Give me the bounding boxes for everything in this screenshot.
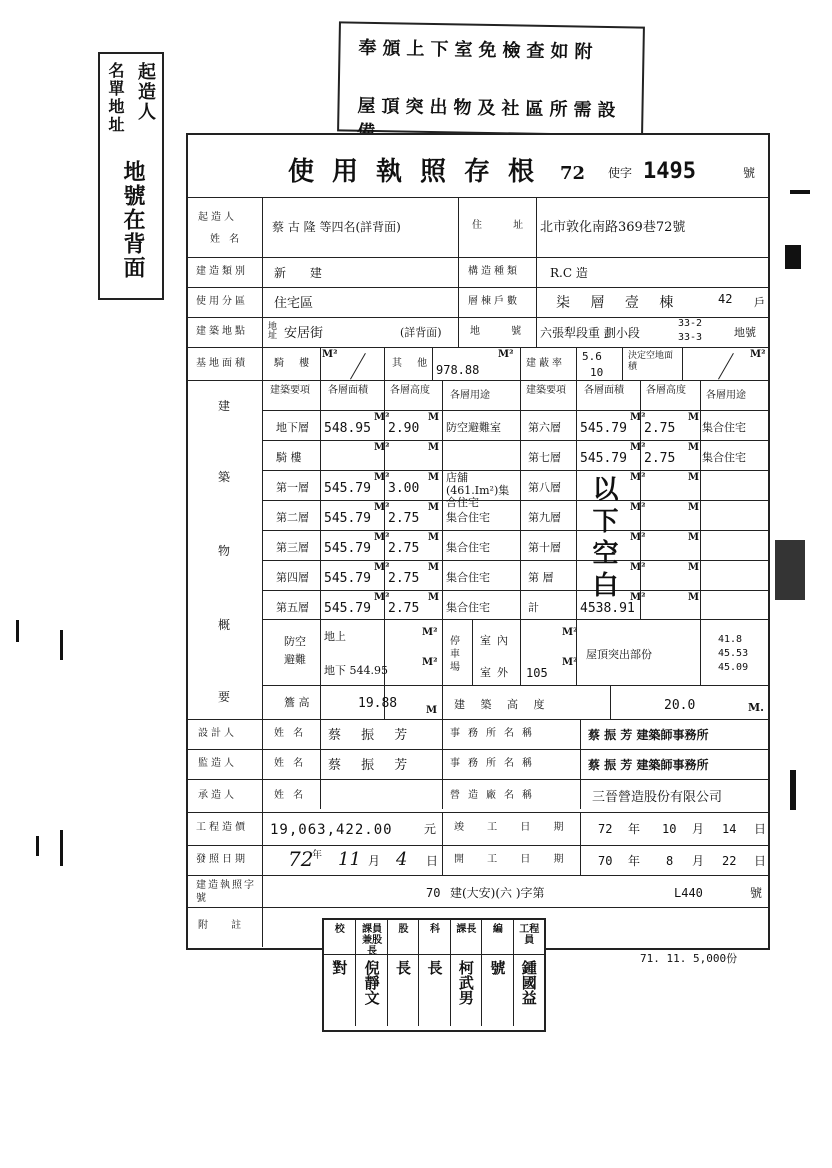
site-label: 建築地點 [196, 326, 248, 337]
unit-m2: M² [374, 562, 390, 573]
unit-m: M [428, 532, 440, 543]
start-month-unit: 月 [692, 854, 705, 868]
unit-m: M [428, 592, 440, 603]
owner-value: 蔡 古 隆 等四名(詳背面) [272, 220, 401, 234]
grid-line [536, 257, 537, 287]
header-use: 各層用途 [450, 390, 490, 401]
license-prefix: 使字 [608, 166, 633, 180]
blank-slash [718, 353, 734, 379]
structure-value: R.C 造 [550, 266, 588, 280]
scan-mark [790, 190, 810, 194]
grid-line [188, 197, 768, 198]
floor-height: 2.75 [388, 571, 420, 586]
start-date-label: 開 工 日 期 [454, 854, 574, 865]
signoff-name: 號 [488, 960, 507, 975]
lot-label: 地 號 [470, 326, 536, 337]
other-value: 978.88 [436, 363, 480, 377]
grid-line [520, 347, 521, 380]
left-stamp-col3: 地號在背面 [120, 160, 146, 280]
parking-label: 停車場 [450, 636, 460, 673]
issue-day-unit: 日 [426, 854, 439, 868]
building-height-unit: M. [748, 701, 765, 714]
permit-year: 70 [426, 886, 441, 900]
grid-line [262, 590, 768, 591]
cost-label: 工程造價 [196, 822, 248, 833]
completion-year: 72 [598, 822, 613, 836]
floor-area-2: 4538.91 [580, 601, 635, 616]
grid-line [576, 619, 577, 685]
scan-mark [785, 245, 801, 269]
floor-label-2: 第 層 [528, 571, 554, 584]
building-height-label: 建 築 高 度 [454, 698, 551, 711]
floor-label-2: 第六層 [528, 421, 561, 434]
floor-use: 集合住宅 [446, 571, 490, 584]
owner-label-2: 姓 名 [210, 234, 243, 245]
floor-use: 防空避難室 [446, 421, 501, 434]
header-area: 各層面積 [328, 385, 368, 396]
signoff-title: 校 [334, 924, 345, 935]
unit-m: M [428, 442, 440, 453]
grid-line [442, 719, 443, 809]
floor-use-2: 集合住宅 [702, 421, 746, 434]
unit-m2: M² [374, 592, 390, 603]
header-height-2: 各層高度 [646, 385, 686, 396]
designer-label: 設計人 [198, 728, 237, 739]
unit-m: M [428, 472, 440, 483]
site-note: (詳背面) [400, 326, 442, 339]
grid-line [320, 380, 321, 719]
supervisor-label: 監造人 [198, 758, 237, 769]
parking-unit: M² [562, 627, 578, 638]
grid-line [188, 812, 768, 813]
build-type-label: 建造類別 [196, 266, 248, 277]
floor-label-2: 第七層 [528, 451, 561, 464]
top-stamp-col2: 屋頂突出物及社區所需設備 [357, 95, 622, 122]
signoff-title: 工程員 [519, 924, 540, 946]
signoff-column [450, 920, 482, 1026]
floor-area-2: 545.79 [580, 451, 627, 466]
scan-mark [16, 620, 19, 642]
grid-line [442, 380, 443, 719]
floor-label: 第一層 [276, 481, 309, 494]
header-item: 建築要項 [270, 385, 310, 396]
license-year: 72 [560, 163, 586, 184]
grid-line [188, 380, 768, 381]
designer-firm: 蔡 振 芳 建築師事務所 [588, 728, 709, 742]
grid-line [188, 875, 768, 876]
unit-m2: M² [374, 442, 390, 453]
issue-year: 72 [288, 847, 314, 871]
signoff-name: 鍾國益 [519, 960, 538, 1005]
grid-line [188, 749, 768, 750]
unit-m2: M² [374, 472, 390, 483]
unit-m: M [428, 562, 440, 573]
grid-line [320, 347, 321, 380]
completion-day: 14 [722, 822, 737, 836]
grid-line [458, 287, 459, 317]
floor-label-2: 第十層 [528, 541, 561, 554]
lot-num-2: 33-3 [678, 332, 703, 343]
floor-use: 集合住宅 [446, 601, 490, 614]
eaves-label: 簷 高 [284, 696, 310, 709]
floor-area-2: 545.79 [580, 421, 627, 436]
grid-line [520, 619, 521, 685]
grid-line [320, 719, 321, 809]
left-stamp-col1: 起造人 [135, 62, 156, 122]
unit-m2: M² [630, 502, 646, 513]
license-number: 1495 [643, 159, 696, 184]
issue-date-label: 發照日期 [196, 854, 248, 865]
start-year-unit: 年 [628, 854, 641, 868]
signoff-column [418, 920, 450, 1026]
unit-m: M [428, 502, 440, 513]
floor-area: 545.79 [324, 541, 371, 556]
left-stamp-col2: 名單地址 [106, 62, 125, 134]
grid-line [262, 560, 768, 561]
roof-value-1: 41.8 [718, 634, 743, 645]
contractor-name-label: 姓 名 [274, 790, 307, 801]
lot-suffix: 地號 [734, 326, 756, 339]
signoff-name: 長 [394, 960, 413, 975]
permit-suffix: 號 [750, 886, 763, 900]
issue-month: 11 [338, 849, 361, 870]
floor-area: 545.79 [324, 481, 371, 496]
floors-label: 層棟戶數 [468, 296, 520, 307]
scan-mark [60, 830, 63, 866]
grid-line [536, 317, 537, 347]
grid-line [188, 257, 768, 258]
unit-m: M [688, 412, 700, 423]
grid-line [432, 347, 433, 380]
signoff-title: 課長 [456, 924, 477, 935]
floor-label-2: 第八層 [528, 481, 561, 494]
issue-day: 4 [396, 849, 408, 870]
signoff-divider [324, 954, 544, 955]
unit-m: M [688, 442, 700, 453]
grid-line [622, 347, 623, 380]
zone-value: 住宅區 [274, 296, 314, 311]
start-month: 8 [666, 854, 674, 868]
coverage-label: 建蔽率 [526, 358, 565, 369]
floor-label: 第五層 [276, 601, 309, 614]
issue-month-unit: 月 [368, 854, 381, 868]
grid-line [262, 685, 768, 686]
area-unit: M² [322, 349, 338, 360]
eaves-unit: M [426, 705, 438, 716]
unit-m2: M² [630, 532, 646, 543]
grid-line [536, 287, 537, 317]
unit-m2: M² [630, 592, 646, 603]
floor-label: 第四層 [276, 571, 309, 584]
designer-firm-label: 事務所名稱 [450, 728, 540, 739]
grid-line [536, 197, 537, 257]
grid-line [442, 812, 443, 875]
coverage-denominator: 10 [590, 366, 604, 379]
contractor-label: 承造人 [198, 790, 237, 801]
form-title: 使用執照存根 [288, 157, 553, 187]
supervisor-firm: 蔡 振 芳 建築師事務所 [588, 758, 709, 772]
designer-name: 蔡 振 芳 [328, 728, 416, 743]
grid-line [262, 619, 768, 620]
start-day: 22 [722, 854, 737, 868]
scan-mark [775, 540, 805, 600]
floor-height-2: 2.75 [644, 421, 676, 436]
other-label: 其 他 [392, 358, 434, 369]
floor-area: 545.79 [324, 601, 371, 616]
parking-indoor: 室內 [480, 634, 514, 647]
permit-number: L440 [674, 886, 703, 900]
top-stamp-col1: 奉頒上下室免檢查如附 [358, 37, 599, 63]
floor-area: 545.79 [324, 511, 371, 526]
left-stamp [98, 52, 164, 300]
floor-label: 地下層 [276, 421, 309, 434]
area-unit: M² [750, 349, 766, 360]
permit-word: 建(大安)(六 )字第 [450, 886, 545, 900]
shelter-unit: M² [422, 657, 438, 668]
grid-line [472, 619, 473, 685]
shelter-unit: M² [422, 627, 438, 638]
completion-month-unit: 月 [692, 822, 705, 836]
unit-m2: M² [630, 442, 646, 453]
area-unit: M² [498, 349, 514, 360]
grid-line [188, 845, 768, 846]
supervisor-name: 蔡 振 芳 [328, 758, 416, 773]
floor-height: 2.75 [388, 601, 420, 616]
signoff-stamp [322, 918, 546, 1032]
arcade-label: 騎 樓 [274, 358, 316, 369]
build-type-value: 新 建 [274, 266, 332, 280]
units-suffix: 戶 [754, 296, 765, 309]
designer-name-label: 姓 名 [274, 728, 307, 739]
unit-m: M [688, 472, 700, 483]
signoff-name: 對 [330, 960, 349, 975]
cost-unit: 元 [424, 822, 437, 836]
signoff-name: 長 [425, 960, 444, 975]
grid-line [262, 197, 263, 947]
coverage-numerator: 5.6 [582, 350, 602, 363]
owner-address-label: 住 址 [472, 220, 538, 231]
top-stamp [337, 21, 645, 136]
building-height-value: 20.0 [664, 698, 696, 713]
signoff-title: 科 [429, 924, 440, 935]
supervisor-firm-label: 事務所名稱 [450, 758, 540, 769]
eaves-value: 19.88 [358, 696, 398, 711]
decided-open-area-label: 決定空地面積 [628, 351, 674, 372]
parking-outdoor: 室外 [480, 666, 514, 679]
scan-mark [36, 836, 39, 856]
signoff-name: 倪靜文 [362, 960, 381, 1005]
signoff-column [387, 920, 419, 1026]
scan-mark [60, 630, 63, 660]
grid-line [580, 719, 581, 809]
grid-line [188, 907, 768, 908]
start-year: 70 [598, 854, 613, 868]
lot-value: 六張犁段重 劃小段 [540, 326, 640, 340]
unit-m2: M² [374, 532, 390, 543]
contractor-firm: 三晉營造股份有限公司 [592, 790, 723, 805]
grid-line [384, 347, 385, 380]
owner-address-value: 北市敦化南路369巷72號 [540, 220, 686, 235]
floor-label: 第三層 [276, 541, 309, 554]
building-side-label-3: 物 [218, 544, 234, 558]
floor-label-2: 第九層 [528, 511, 561, 524]
parking-outdoor-value: 105 [526, 666, 548, 680]
completion-label: 竣 工 日 期 [454, 822, 574, 833]
header-height: 各層高度 [390, 385, 430, 396]
completion-day-unit: 日 [754, 822, 767, 836]
scan-mark [790, 770, 796, 810]
floor-label-2: 計 [528, 601, 539, 614]
signoff-column [513, 920, 545, 1026]
grid-line [580, 812, 581, 875]
blank-slash [350, 353, 366, 379]
grid-line [458, 197, 459, 257]
grid-line [188, 779, 768, 780]
parking-unit: M² [562, 657, 578, 668]
floor-label: 騎 樓 [276, 451, 302, 464]
issue-year-unit: 年 [312, 850, 322, 861]
building-side-label-4: 概 [218, 618, 234, 632]
unit-m: M [688, 502, 700, 513]
shelter-label: 防空避難 [284, 635, 306, 666]
signoff-title: 股 [398, 924, 409, 935]
site-area-label: 基地面積 [196, 358, 248, 369]
owner-label-1: 起造人 [198, 212, 237, 223]
grid-line [262, 470, 768, 471]
grid-line [188, 287, 768, 288]
unit-m2: M² [630, 562, 646, 573]
supervisor-name-label: 姓 名 [274, 758, 307, 769]
completion-month: 10 [662, 822, 677, 836]
grid-line [262, 410, 768, 411]
grid-line [262, 440, 768, 441]
structure-label: 構造種類 [468, 266, 520, 277]
roof-label: 屋頂突出部份 [586, 648, 652, 661]
grid-line [188, 347, 768, 348]
unit-m: M [688, 532, 700, 543]
floor-area: 545.79 [324, 571, 371, 586]
floor-height: 2.75 [388, 541, 420, 556]
floor-area: 548.95 [324, 421, 371, 436]
floor-height: 2.75 [388, 511, 420, 526]
header-item-2: 建築要項 [526, 385, 566, 396]
contractor-firm-label: 營造廠名稱 [450, 790, 540, 801]
unit-m: M [688, 562, 700, 573]
unit-m2: M² [374, 502, 390, 513]
grid-line [610, 685, 611, 719]
unit-m2: M² [630, 412, 646, 423]
units-value: 42 [718, 292, 733, 306]
handwritten-below-blank: 以下空白 [588, 475, 618, 603]
signoff-column [324, 920, 355, 1026]
shelter-above: 地上 [324, 630, 346, 643]
header-area-2: 各層面積 [584, 385, 624, 396]
signoff-column [481, 920, 513, 1026]
grid-line [682, 347, 683, 380]
grid-line [262, 530, 768, 531]
permit-label: 建造執照字號 [196, 880, 256, 904]
building-side-label-1: 建 [218, 399, 234, 413]
floor-height: 2.90 [388, 421, 420, 436]
note-label: 附 註 [198, 920, 252, 931]
grid-line [188, 719, 768, 720]
print-note: 71. 11. 5,000份 [640, 952, 738, 965]
shelter-below: 地下 544.95 [324, 664, 388, 677]
completion-year-unit: 年 [628, 822, 641, 836]
floor-use: 集合住宅 [446, 511, 490, 524]
site-value: 安居街 [284, 326, 324, 341]
start-day-unit: 日 [754, 854, 767, 868]
floor-label: 第二層 [276, 511, 309, 524]
signoff-title: 編 [492, 924, 503, 935]
unit-m2: M² [630, 472, 646, 483]
grid-line [458, 317, 459, 347]
signoff-title: 課員兼股長 [362, 924, 383, 957]
building-side-label-5: 要 [218, 690, 234, 704]
header-use-2: 各層用途 [706, 390, 746, 401]
floor-height-2: 2.75 [644, 451, 676, 466]
grid-line [458, 257, 459, 287]
grid-line [576, 347, 577, 380]
signoff-column [355, 920, 387, 1026]
roof-value-2: 45.53 [718, 648, 749, 659]
floors-value: 柒 層 壹 棟 [556, 295, 682, 311]
unit-m2: M² [374, 412, 390, 423]
zone-label: 使用分區 [196, 296, 248, 307]
floor-use-2: 集合住宅 [702, 451, 746, 464]
usage-license-stub-form [186, 133, 770, 950]
cost-value: 19,063,422.00 [270, 822, 393, 838]
unit-m: M [428, 412, 440, 423]
grid-line [700, 619, 701, 685]
signoff-name: 柯武男 [456, 960, 475, 1005]
lot-num-1: 33-2 [678, 318, 703, 329]
license-suffix: 號 [743, 166, 756, 180]
floor-use: 店舖(461.Im²)集合住宅 [446, 471, 510, 510]
roof-value-3: 45.09 [718, 662, 749, 673]
building-side-label-2: 築 [218, 470, 234, 484]
site-sublabel: 地址 [266, 321, 276, 339]
floor-use: 集合住宅 [446, 541, 490, 554]
unit-m: M [688, 592, 700, 603]
floor-height: 3.00 [388, 481, 420, 496]
